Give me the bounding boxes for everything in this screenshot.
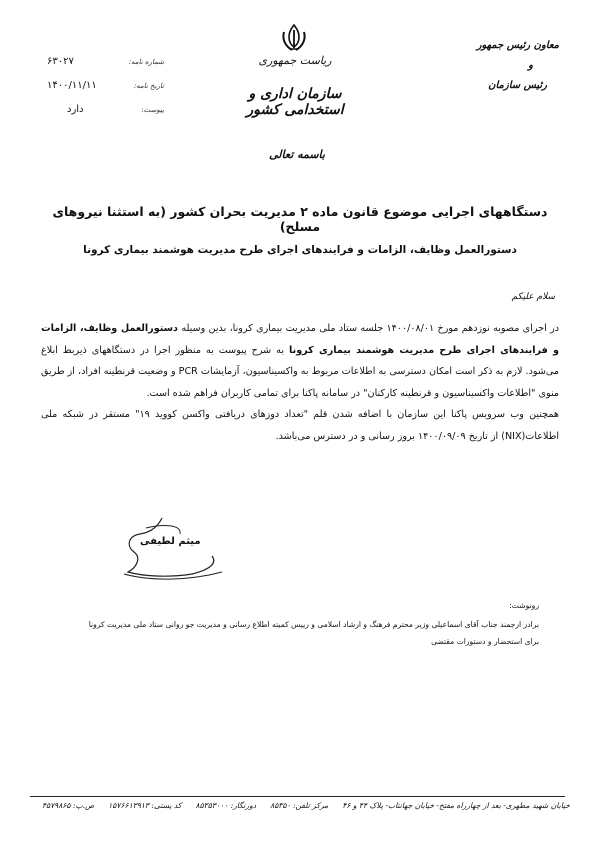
org-line-organization: سازمان اداری و استخدامی کشور bbox=[246, 86, 344, 118]
org-line-presidency: ریاست جمهوری bbox=[258, 54, 332, 67]
signature-scribble bbox=[122, 512, 232, 582]
letter-date-value: ۱۴۰۰/۱۱/۱۱ bbox=[47, 80, 97, 91]
letter-subject: دستورالعمل وظایف، الزامات و فرایندهای اجرای طرح مدیریت هوشمند بیماری کرونا bbox=[83, 244, 517, 256]
letter-number-value: ۶۳۰۲۷ bbox=[47, 56, 74, 67]
cc-line-1: برادر ارجمند جناب آقای اسماعیلی وزیر محترم فرهنگ و ارشاد اسلامی و رییس کمیته اطلاع رسانی و مدیریت جو روانی ستاد ملی مدیریت کرونا bbox=[88, 620, 539, 629]
cc-label: رونوشت: bbox=[509, 601, 539, 610]
salutation: سلام علیکم bbox=[511, 292, 555, 302]
cc-block bbox=[49, 596, 539, 651]
footer-postal: کد پستی: ۱۵۷۶۶۱۳۹۱۳ bbox=[108, 801, 182, 810]
letter-title: دستگاههای اجرایی موضوع قانون ماده ۲ مدیریت بحران کشور (به استثنا نیروهای مسلح) bbox=[52, 204, 548, 234]
attachment-value: دارد bbox=[67, 104, 84, 115]
recipient-line-1: معاون رئیس جمهور bbox=[476, 40, 559, 51]
body-p1-text-b: به شرح پیوست به منظور اجرا در دستگاههای ذیربط ابلاغ می‌شود. لازم به ذکر است امکان دسترسی به اطلاعات مربوط به واکسیناسیون، آزمایشات PCR و وضعیت قرنطینه افراد، از طریق منوی "اطلاعات واکسیناسیون و قرنطینه کارکنان" در سامانه پاکنا برای تمامی کاربران فراهم شده است. bbox=[41, 344, 560, 399]
letter-body bbox=[41, 318, 559, 447]
footer-pobox: ص.پ: ۴۵۷۹۸۶۵ bbox=[41, 801, 95, 810]
letter-number-label: شماره نامه: bbox=[128, 58, 164, 66]
body-paragraph-1 bbox=[41, 318, 559, 404]
cc-line-2: برای استحضار و دستورات مقتضی bbox=[431, 637, 539, 646]
recipient-line-3: رئیس سازمان bbox=[488, 80, 547, 91]
bismillah: باسمه تعالی bbox=[269, 148, 325, 161]
body-p1-text-a: در اجرای مصوبه نوزدهم مورخ ۱۴۰۰/۰۸/۰۱ جلسه ستاد ملی مدیریت بیماری کرونا، بدین وسیله bbox=[177, 323, 559, 334]
recipient-line-2: و bbox=[528, 60, 533, 71]
footer-address: خیابان شهید مطهری- بعد از چهارراه مفتح- خیابان جهانتاب- پلاک ۴۴ و ۴۶ bbox=[342, 801, 570, 810]
body-p1-bold: دستورالعمل وظایف، الزامات و فرایندهای اجرای طرح مدیریت هوشمند بیماری کرونا bbox=[41, 323, 560, 356]
footer-phone: مرکز تلفن: ۸۵۳۵۰ bbox=[270, 801, 329, 810]
letter-date-label: تاریخ نامه: bbox=[133, 82, 164, 90]
state-emblem-icon bbox=[278, 22, 310, 54]
signer-name: میثم لطیفی bbox=[140, 536, 201, 547]
footer-fax: دورنگار: ۸۵۳۵۳۰۰۰ bbox=[195, 801, 257, 810]
attachment-label: پیوست: bbox=[141, 106, 164, 114]
footer bbox=[41, 801, 570, 810]
body-paragraph-2: همچنین وب سرویس پاکنا این سازمان با اضافه شدن قلم "تعداد دوزهای دریافتی واکسن کووید ۱۹" مستقر در شبکه ملی اطلاعات(NIX) از تاریخ ۱۴۰۰/۰۹/۰۹ بروز رسانی و در دسترس می‌باشد. bbox=[41, 409, 559, 442]
footer-divider bbox=[30, 796, 565, 797]
